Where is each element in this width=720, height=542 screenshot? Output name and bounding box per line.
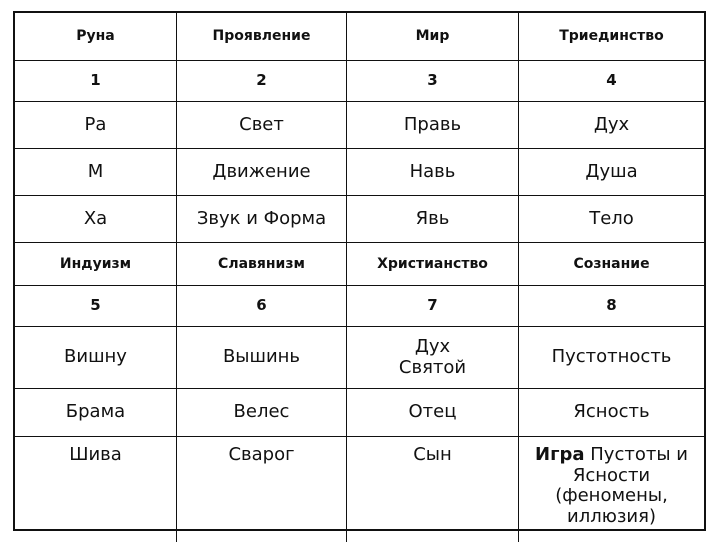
header-christianity: Христианство <box>347 243 519 286</box>
table-cell: Сварог <box>177 437 347 542</box>
table-cell: Ясность <box>519 389 704 437</box>
column-number: 2 <box>177 61 347 102</box>
column-number: 6 <box>177 286 347 327</box>
table-cell: Звук и Форма <box>177 196 347 243</box>
table-cell: Дух Святой <box>347 327 519 389</box>
correspondence-table <box>13 11 706 531</box>
table-cell: Свет <box>177 102 347 149</box>
table-cell: Велес <box>177 389 347 437</box>
column-number: 3 <box>347 61 519 102</box>
column-number: 8 <box>519 286 704 327</box>
table-cell: Вышинь <box>177 327 347 389</box>
game-word: Игра <box>535 444 585 465</box>
table-cell: Явь <box>347 196 519 243</box>
table-cell: Брама <box>15 389 177 437</box>
game-description <box>529 445 694 528</box>
table-cell: Отец <box>347 389 519 437</box>
table-cell: Ра <box>15 102 177 149</box>
header-consciousness: Сознание <box>519 243 704 286</box>
table-cell-game <box>519 437 704 542</box>
table-cell: Ха <box>15 196 177 243</box>
column-number: 4 <box>519 61 704 102</box>
header-manifestation: Проявление <box>177 13 347 61</box>
table-cell: Навь <box>347 149 519 196</box>
header-runa: Руна <box>15 13 177 61</box>
header-hinduism: Индуизм <box>15 243 177 286</box>
table-cell: Пустотность <box>519 327 704 389</box>
table-cell: Тело <box>519 196 704 243</box>
table-cell: Дух <box>519 102 704 149</box>
column-number: 5 <box>15 286 177 327</box>
table-cell: М <box>15 149 177 196</box>
header-trinity: Триединство <box>519 13 704 61</box>
table-cell: Сын <box>347 437 519 542</box>
table-cell: Душа <box>519 149 704 196</box>
column-number: 1 <box>15 61 177 102</box>
table-cell: Правь <box>347 102 519 149</box>
header-world: Мир <box>347 13 519 61</box>
column-number: 7 <box>347 286 519 327</box>
table-cell: Вишну <box>15 327 177 389</box>
game-rest: Пустоты и Ясности (феномены, иллюзия) <box>555 444 688 528</box>
header-slavism: Славянизм <box>177 243 347 286</box>
table-cell: Шива <box>15 437 177 542</box>
table-cell: Движение <box>177 149 347 196</box>
